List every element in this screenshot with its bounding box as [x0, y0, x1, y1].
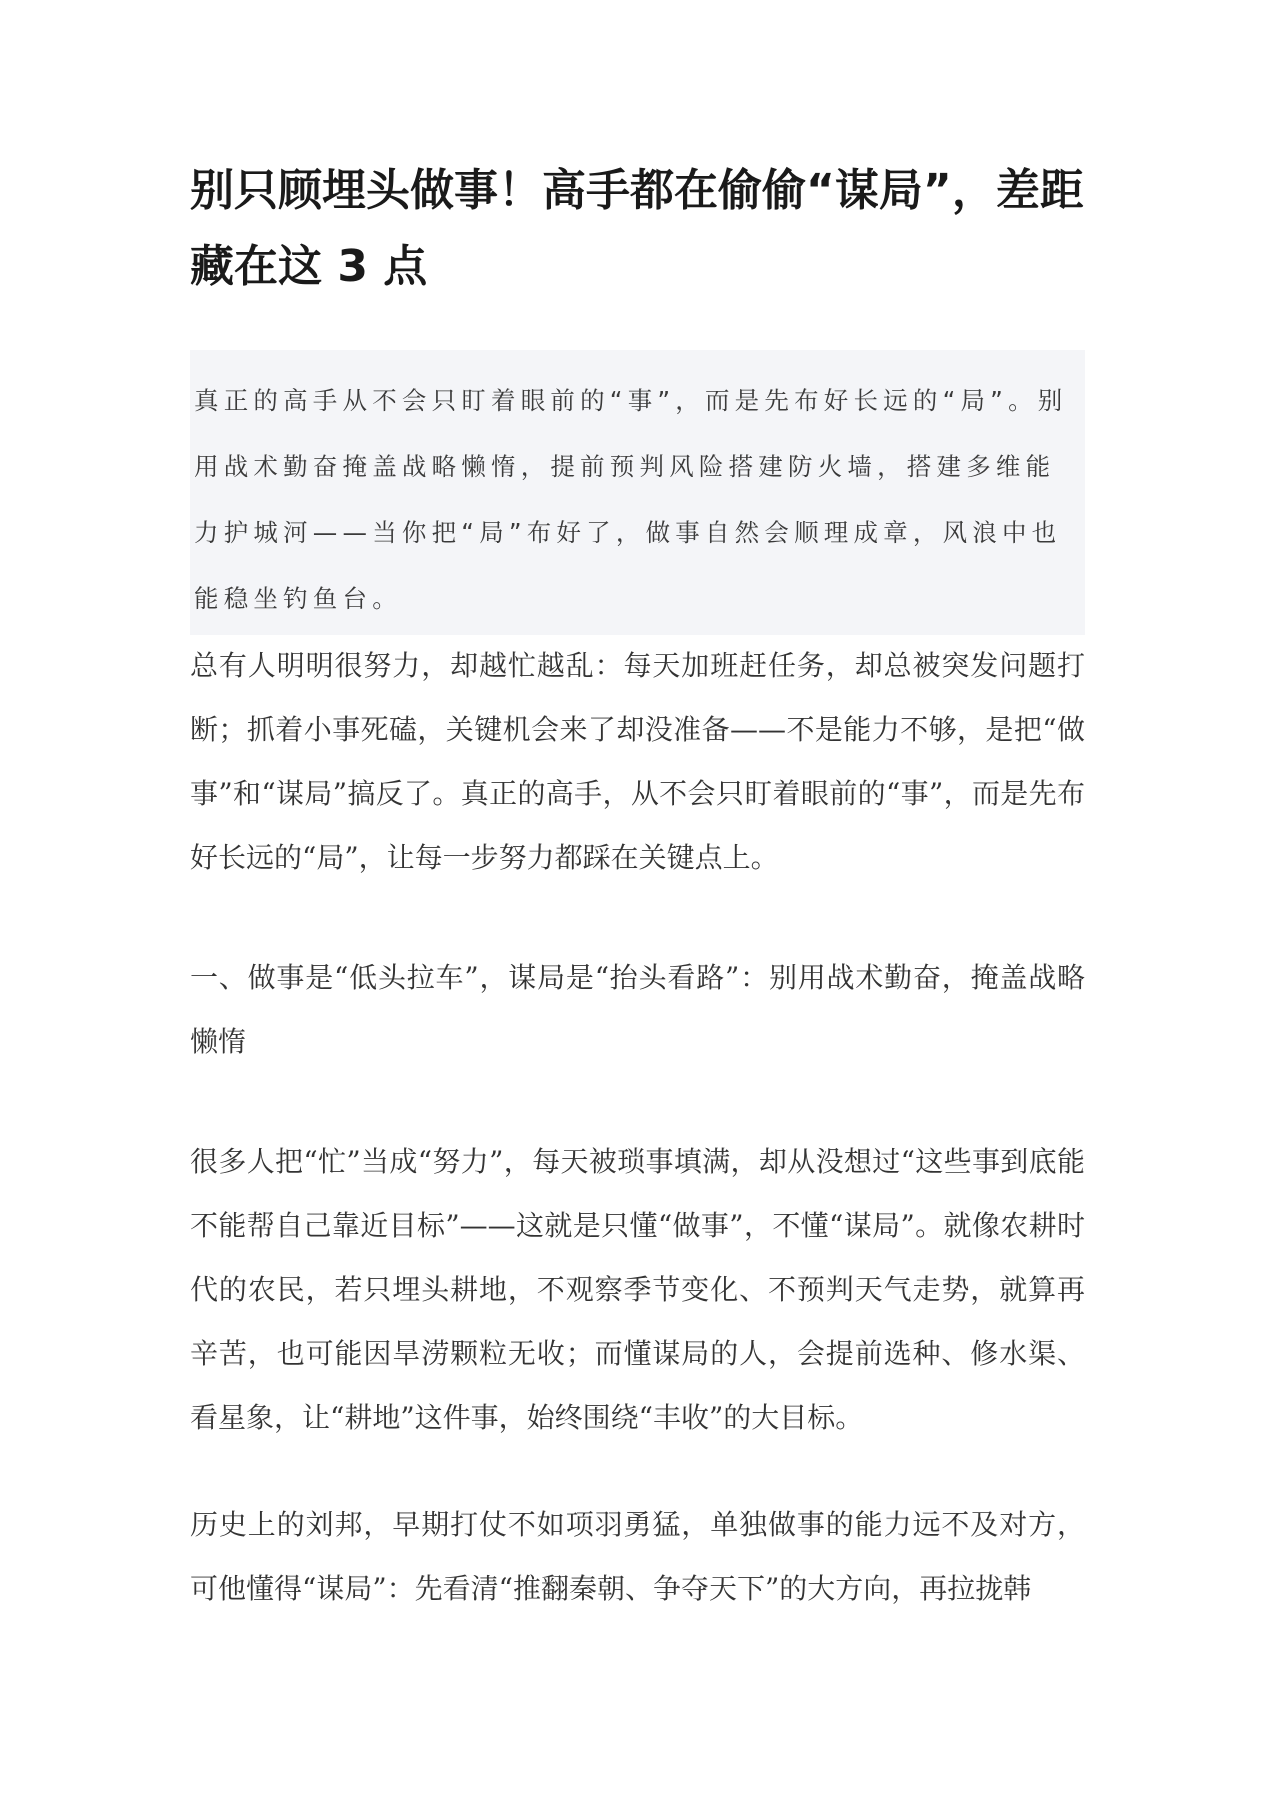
- paragraph-intro: 总有人明明很努力，却越忙越乱：每天加班赶任务，却总被突发问题打断；抓着小事死磕，关键机会来了却没准备——不是能力不够，是把“做事”和“谋局”搞反了。真正的高手，从不会只盯着眼前的“事”，而是先布好长远的“局”，让每一步努力都踩在关键点上。: [190, 649, 1085, 874]
- section-heading-1: 一、做事是“低头拉车”，谋局是“抬头看路”：别用战术勤奋，掩盖战略懒惰: [190, 961, 1085, 1058]
- article-title: 别只顾埋头做事！高手都在偷偷“谋局”，差距藏在这 3 点: [190, 165, 1084, 292]
- paragraph-body-1: 很多人把“忙”当成“努力”，每天被琐事填满，却从没想过“这些事到底能不能帮自己靠近目标”——这就是只懂“做事”，不懂“谋局”。就像农耕时代的农民，若只埋头耕地，不观察季节变化、不预判天气走势，就算再辛苦，也可能因旱涝颗粒无收；而懂谋局的人，会提前选种、修水渠、看星象，让“耕地”这件事，始终围绕“丰收”的大目标。: [190, 1145, 1085, 1434]
- summary-box: [190, 350, 1085, 635]
- summary-text: 真正的高手从不会只盯着眼前的“事”，而是先布好长远的“局”。别用战术勤奋掩盖战略懒惰，提前预判风险搭建防火墙，搭建多维能力护城河——当你把“局”布好了，做事自然会顺理成章，风浪中也能稳坐钓鱼台。: [194, 386, 1068, 613]
- paragraph-body-2: 历史上的刘邦，早期打仗不如项羽勇猛，单独做事的能力远不及对方，可他懂得“谋局”：先看清“推翻秦朝、争夺天下”的大方向，再拉拢韩: [190, 1508, 1085, 1605]
